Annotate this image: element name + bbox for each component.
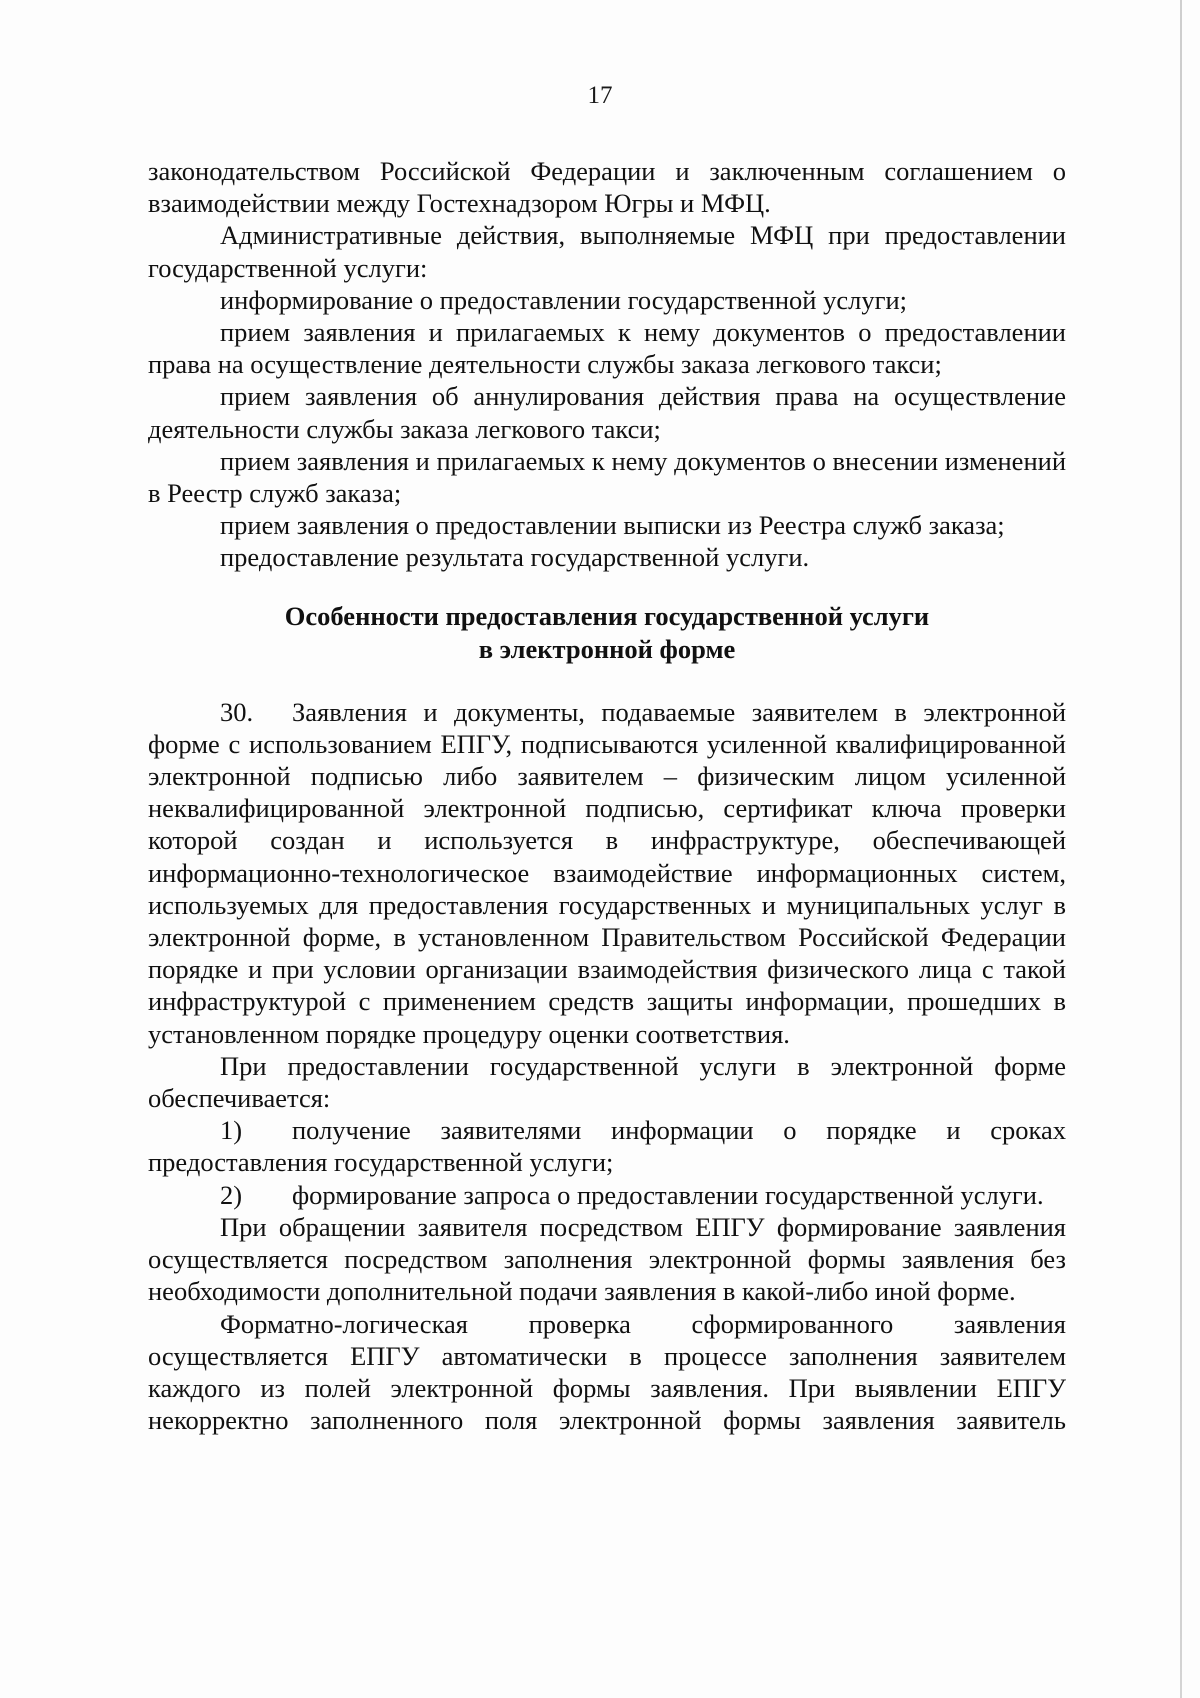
subitem-2 bbox=[148, 1179, 1066, 1211]
subitem-1 bbox=[148, 1114, 1066, 1178]
section-heading-line1: Особенности предоставления государственной услуги bbox=[284, 600, 930, 631]
section-heading-line2: в электронной форме bbox=[478, 633, 736, 664]
subitem-2-text: формирование запроса о предоставлении государственной услуги. bbox=[292, 1179, 1044, 1210]
paragraph-provided: При предоставлении государственной услуги в электронной форме обеспечивается: bbox=[148, 1050, 1066, 1114]
scan-edge-line bbox=[1180, 0, 1182, 1698]
list-item: предоставление результата государственной услуги. bbox=[220, 542, 810, 573]
list-item: прием заявления о предоставлении выписки из Реестра служб заказа; bbox=[220, 510, 1005, 541]
subitem-1-number: 1) bbox=[220, 1115, 243, 1146]
subitem-1-text: получение заявителями информации о порядке и сроках предоставления государственной услуги; bbox=[148, 1115, 1066, 1178]
list-item: прием заявления и прилагаемых к нему документов о предоставлении права на осуществление деятельности службы заказа легкового такси; bbox=[148, 317, 1066, 380]
list-item: информирование о предоставлении государственной услуги; bbox=[220, 284, 908, 315]
subitem-2-number: 2) bbox=[220, 1179, 243, 1210]
item-30-number: 30. bbox=[220, 696, 254, 727]
item-30-text: Заявления и документы, подаваемые заявителем в электронной форме с использованием ЕПГУ, подписываются усиленной квалифицированной электронной подписью либо заявителем – физическим лицом усиленной неквалифицированной электронной подписью, сертификат ключа проверки которой создан и используется в инфраструктуре, обеспечивающей информационно-технологическое взаимодействие информационных систем, используемых для предоставления государственных и муниципальных услуг в электронной форме, в установленном Правительством Российской Федерации порядке и при условии организации взаимодействия физического лица с такой инфраструктурой с применением средств защиты информации, прошедших в установленном порядке процедуру оценки соответствия. bbox=[148, 696, 1066, 1049]
paragraph-format-check: Форматно-логическая проверка сформированного заявления осуществляется ЕПГУ автоматически в процессе заполнения заявителем каждого из полей электронной формы заявления. При выявлении ЕПГУ некорректно заполненного поля электронной формы заявления заявитель bbox=[148, 1308, 1066, 1436]
page-number: 17 bbox=[587, 82, 613, 109]
paragraph-intro-continuation: законодательством Российской Федерации и заключенным соглашением о взаимодействии между Гостехнадзором Югры и МФЦ. bbox=[148, 156, 1066, 219]
paragraph-item-30 bbox=[148, 696, 1066, 1050]
document-body bbox=[148, 155, 1066, 1436]
paragraph-appeal: При обращении заявителя посредством ЕПГУ формирование заявления осуществляется посредством заполнения электронной формы заявления без необходимости дополнительной подачи заявления в какой-либо иной форме. bbox=[148, 1211, 1066, 1307]
paragraph-mfc-actions: Административные действия, выполняемые МФЦ при предоставлении государственной услуги: bbox=[148, 220, 1066, 283]
list-item: прием заявления об аннулирования действия права на осуществление деятельности службы заказа легкового такси; bbox=[148, 381, 1066, 444]
list-item: прием заявления и прилагаемых к нему документов о внесении изменений в Реестр служб заказа; bbox=[148, 445, 1066, 509]
section-heading bbox=[148, 600, 1066, 666]
